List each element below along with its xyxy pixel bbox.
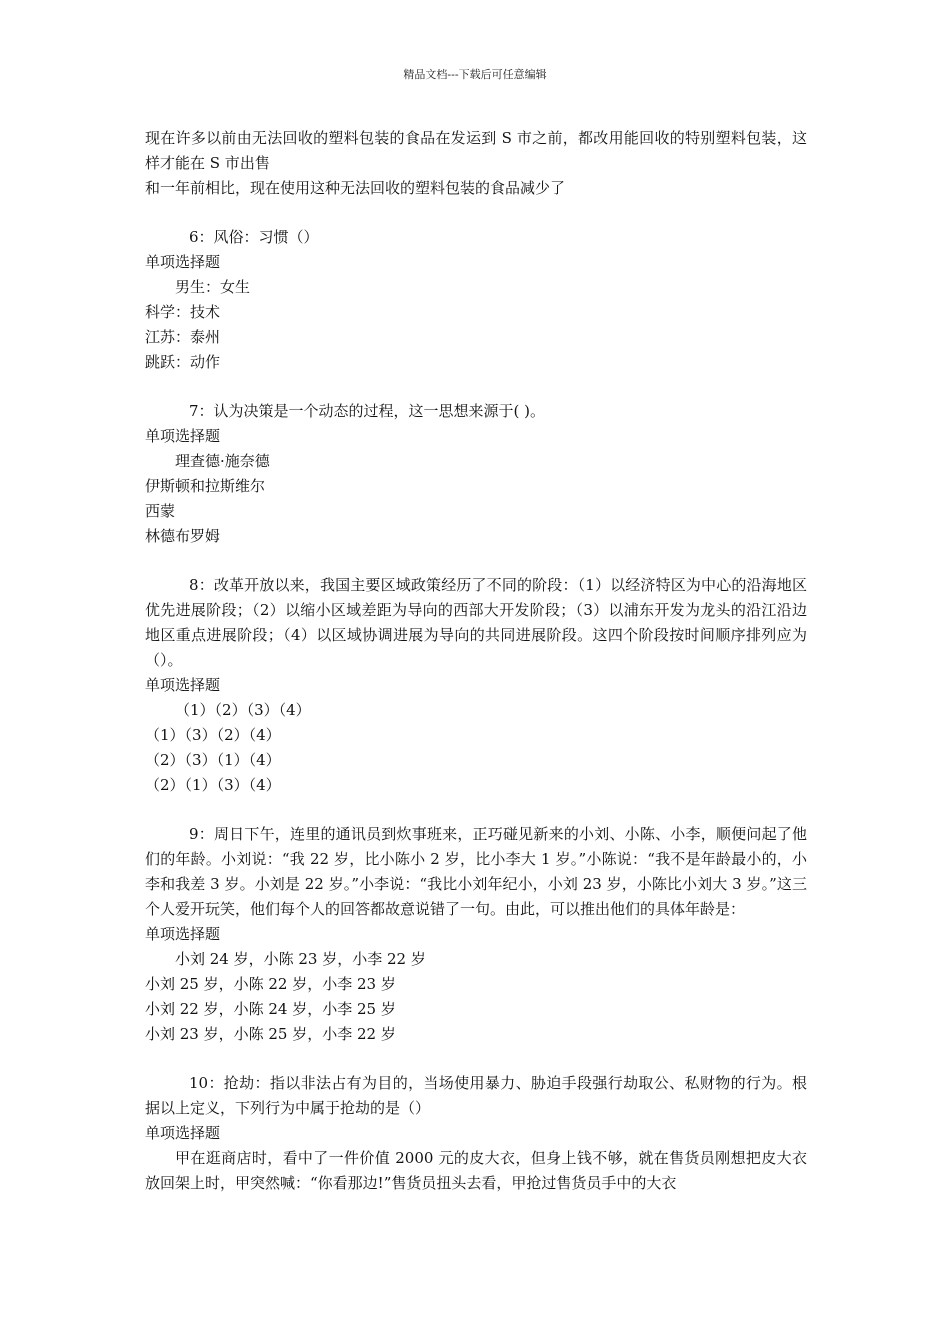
option-b: 小刘 25 岁，小陈 22 岁，小李 23 岁 xyxy=(145,975,396,993)
option-c: 江苏：泰州 xyxy=(145,328,221,346)
option-d: 林德布罗姆 xyxy=(145,527,221,545)
option-d: 小刘 23 岁，小陈 25 岁，小李 22 岁 xyxy=(145,1025,396,1043)
intro-paragraph: 和一年前相比，现在使用这种无法回收的塑料包装的食品减少了 xyxy=(145,179,566,197)
option-b: 科学：技术 xyxy=(145,303,221,321)
question-type: 单项选择题 xyxy=(145,427,221,445)
option-a: 男生：女生 xyxy=(175,278,251,296)
question-stem: 8：改革开放以来，我国主要区域政策经历了不同的阶段：（1）以经济特区为中心的沿海地区优先进展阶段；（2）以缩小区域差距为导向的西部大开发阶段；（3）以浦东开发为龙头的沿江沿边地区重点进展阶段；（4）以区域协调进展为导向的共同进展阶段。这四个阶段按时间顺序排列应为（）。 xyxy=(145,576,807,669)
option-a: 理查德·施奈德 xyxy=(175,452,270,470)
option-b: 伊斯顿和拉斯维尔 xyxy=(145,477,266,495)
option-b: （1）（3）（2）（4） xyxy=(145,726,281,744)
option-a: 小刘 24 岁，小陈 23 岁，小李 22 岁 xyxy=(175,950,426,968)
question-block xyxy=(145,399,807,549)
question-block xyxy=(145,573,807,798)
option-c: （2）（3）（1）（4） xyxy=(145,751,281,769)
question-type: 单项选择题 xyxy=(145,925,221,943)
question-stem: 9：周日下午，连里的通讯员到炊事班来，正巧碰见新来的小刘、小陈、小李，顺便问起了他们的年龄。小刘说：“我 22 岁，比小陈小 2 岁，比小李大 1 岁。”小陈说：“我不是年龄最小的，小李和我差 3 岁。小刘是 22 岁。”小李说：“我比小刘年纪小，小刘 23 岁，小陈比小刘大 3 岁。”这三个人爱开玩笑，他们每个人的回答都故意说错了一句。由此，可以推出他们的具体年龄是： xyxy=(145,825,807,918)
option-c: 西蒙 xyxy=(145,502,176,520)
option-a: 甲在逛商店时，看中了一件价值 2000 元的皮大衣，但身上钱不够，就在售货员刚想把皮大衣放回架上时，甲突然喊：“你看那边!”售货员扭头去看，甲抢过售货员手中的大衣 xyxy=(145,1149,807,1192)
question-stem: 10：抢劫：指以非法占有为目的，当场使用暴力、胁迫手段强行劫取公、私财物的行为。根据以上定义，下列行为中属于抢劫的是（） xyxy=(145,1074,807,1117)
question-type: 单项选择题 xyxy=(145,676,221,694)
option-d: （2）（1）（3）（4） xyxy=(145,776,281,794)
question-block xyxy=(145,822,807,1047)
question-type: 单项选择题 xyxy=(145,253,221,271)
option-c: 小刘 22 岁，小陈 24 岁，小李 25 岁 xyxy=(145,1000,396,1018)
question-stem: 6：风俗：习惯（） xyxy=(189,228,319,246)
question-block xyxy=(145,225,807,375)
question-type: 单项选择题 xyxy=(145,1124,221,1142)
question-block xyxy=(145,1071,807,1196)
document-body xyxy=(145,126,807,1196)
question-stem: 7：认为决策是一个动态的过程，这一思想来源于( )。 xyxy=(189,402,546,420)
option-d: 跳跃：动作 xyxy=(145,353,221,371)
page-header: 精品文档---下载后可任意编辑 xyxy=(403,68,547,81)
intro-paragraph: 现在许多以前由无法回收的塑料包装的食品在发运到 S 市之前，都改用能回收的特别塑料包装，这样才能在 S 市出售 xyxy=(145,129,807,172)
option-a: （1）（2）（3）（4） xyxy=(175,701,311,719)
